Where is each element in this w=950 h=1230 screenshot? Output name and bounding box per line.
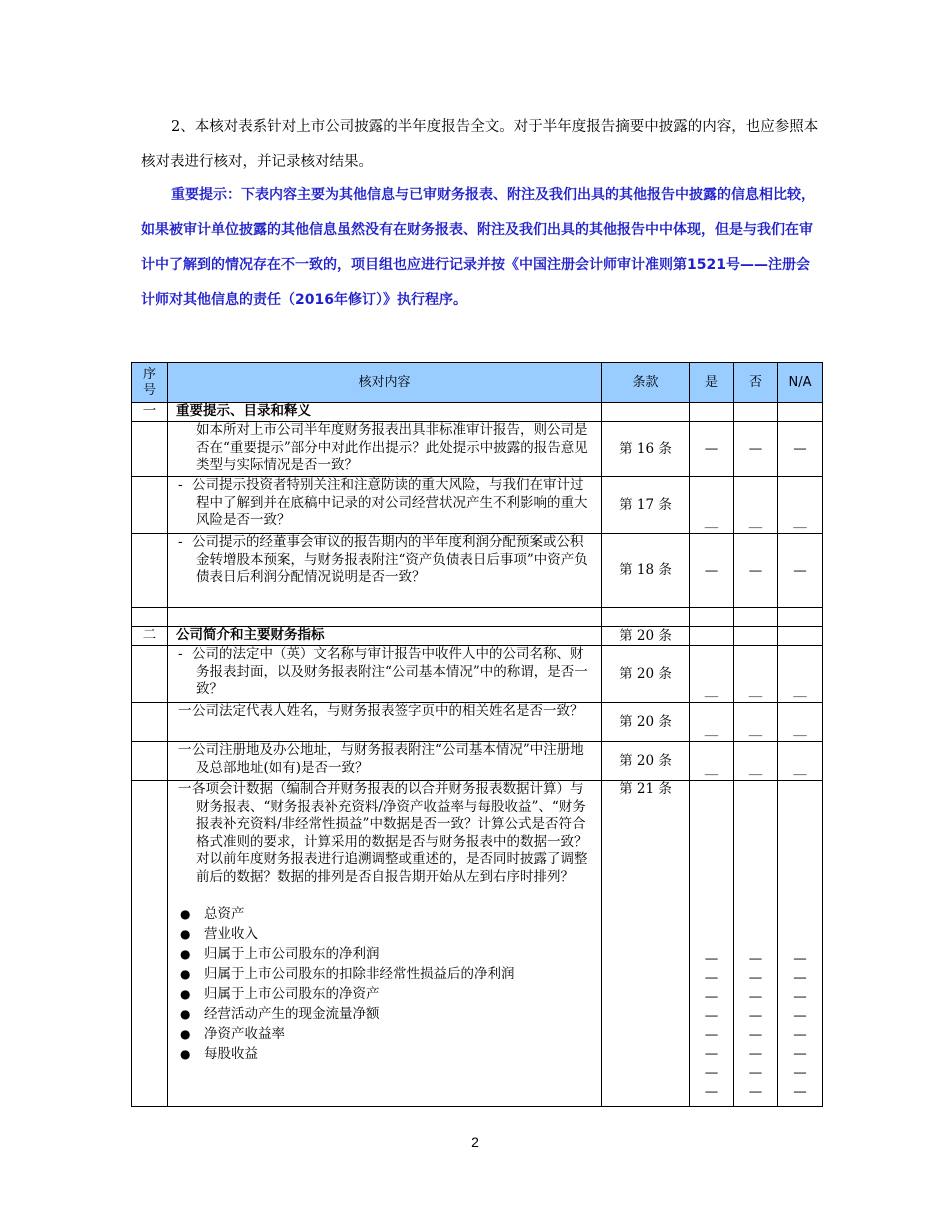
row-clause: 第 17 条: [602, 477, 690, 534]
row-content: [168, 646, 602, 703]
header-na: N/A: [778, 363, 823, 403]
section-title: 公司简介和主要财务指标: [168, 627, 602, 646]
na-cell[interactable]: [778, 477, 823, 534]
section-number: 一: [132, 403, 168, 422]
na-cell[interactable]: —: [778, 534, 823, 608]
no-cell[interactable]: —: [734, 422, 778, 477]
row-text: 公司注册地及办公地址，与财务报表附注“公司基本情况”中注册地及总部地址(如有)是否一致？: [192, 742, 584, 776]
row-marker: -: [178, 646, 183, 662]
table-row: [132, 646, 823, 703]
list-item: ● 总资产: [174, 904, 593, 924]
header-no-col: 否: [734, 363, 778, 403]
list-item: ● 净资产收益率: [174, 1024, 593, 1044]
table-header-row: [132, 363, 823, 403]
na-blank: __: [793, 513, 807, 529]
header-yes: 是: [690, 363, 734, 403]
table-row: [132, 422, 823, 477]
yes-cell[interactable]: — — — — — — — —: [690, 781, 734, 1107]
na-cell[interactable]: __: [778, 646, 823, 703]
yes-cell[interactable]: —: [690, 534, 734, 608]
row-content: [168, 703, 602, 742]
yes-cell[interactable]: [690, 477, 734, 534]
row-marker: 一: [178, 703, 192, 719]
row-content: [168, 742, 602, 781]
row-marker: 一: [178, 781, 192, 797]
na-cell[interactable]: __: [778, 703, 823, 742]
list-item: ● 归属于上市公司股东的净资产: [174, 984, 593, 1004]
row-clause: 第 20 条: [602, 646, 690, 703]
row-clause: 第 21 条: [602, 781, 690, 1107]
header-clause: 条款: [602, 363, 690, 403]
row-text: 公司法定代表人姓名，与财务报表签字页中的相关姓名是否一致？: [192, 703, 584, 719]
table-row: [132, 534, 823, 608]
row-content: [168, 477, 602, 534]
row-content: [168, 534, 602, 608]
row-text: 公司的法定中（英）文名称与审计报告中收件人中的公司名称、财务报表封面，以及财务报表附注“公司基本情况”中的称谓，是否一致？: [192, 646, 588, 697]
na-cell[interactable]: __: [778, 742, 823, 781]
row-clause: 第 18 条: [602, 534, 690, 608]
na-cell[interactable]: — — — — — — — —: [778, 781, 823, 1107]
header-no-label: 序号: [142, 366, 156, 398]
indicator-list: [174, 904, 593, 1064]
header-content: 核对内容: [168, 363, 602, 403]
yes-cell[interactable]: —: [690, 422, 734, 477]
row-text: 如本所对上市公司半年度财务报表出具非标准审计报告，则公司是否在“重要提示”部分中对此作出提示？此处提示中披露的报告意见类型与实际情况是否一致？: [196, 422, 588, 473]
section-row: [132, 403, 823, 422]
row-marker: -: [178, 534, 183, 550]
row-text: 公司提示投资者特别关注和注意防读的重大风险，与我们在审计过程中了解到并在底稿中记录的对公司经营状况产生不利影响的重大风险是否一致？: [192, 477, 588, 528]
row-clause: 第 20 条: [602, 703, 690, 742]
section-clause: 第 20 条: [602, 627, 690, 646]
header-no: [132, 363, 168, 403]
list-item: ● 归属于上市公司股东的扣除非经常性损益后的净利润: [174, 964, 593, 984]
list-item: ● 经营活动产生的现金流量净额: [174, 1004, 593, 1024]
spacer-row: [132, 608, 823, 627]
table-row: [132, 781, 823, 1107]
row-marker: -: [178, 477, 183, 493]
no-cell[interactable]: [734, 477, 778, 534]
no-cell[interactable]: __: [734, 646, 778, 703]
list-item: ● 营业收入: [174, 924, 593, 944]
yes-cell[interactable]: __: [690, 742, 734, 781]
row-text: 公司提示的经董事会审议的报告期内的半年度利润分配预案或公积金转增股本预案，与财务报表附注“资产负债表日后事项”中资产负债表日后利润分配情况说明是否一致？: [192, 534, 588, 585]
table-row: [132, 703, 823, 742]
section-title: 重要提示、目录和释义: [168, 403, 602, 422]
page-number: 2: [471, 1134, 479, 1150]
row-text: 各项会计数据（编制合并财务报表的以合并财务报表数据计算）与财务报表、“财务报表补充资料/净资产收益率与每股收益”、“财务报表补充资料/非经常性损益”中数据是否一致？计算公式是否符合格式准则的要求，计算采用的数据是否与财务报表中的数据一致？对以前年度财务报表进行追溯调整或重述的，是否同时披露了调整前后的数据？数据的排列是否自报告期开始从左到右序时排列？: [192, 781, 588, 885]
no-blank: __: [748, 513, 763, 529]
intro-note: 2、本核对表系针对上市公司披露的半年度报告全文。对于半年度报告摘要中披露的内容，也应参照本核对表进行核对，并记录核对结果。: [141, 119, 819, 170]
na-cell[interactable]: —: [778, 422, 823, 477]
list-item: ● 每股收益: [174, 1044, 593, 1064]
row-content: [168, 422, 602, 477]
row-clause: 第 16 条: [602, 422, 690, 477]
no-cell[interactable]: __: [734, 703, 778, 742]
table-row: [132, 742, 823, 781]
important-note: 重要提示：下表内容主要为其他信息与已审财务报表、附注及我们出具的其他报告中披露的信息相比较，如果被审计单位披露的其他信息虽然没有在财务报表、附注及我们出具的其他报告中中体现，但是与我们在审计中了解到的情况存在不一致的，项目组也应进行记录并按《中国注册会计师审计准则第1521号——注册会计师对其他信息的责任（2016年修订）》执行程序。: [141, 187, 815, 308]
yes-cell[interactable]: __: [690, 646, 734, 703]
list-item: ● 归属于上市公司股东的净利润: [174, 944, 593, 964]
yes-cell[interactable]: __: [690, 703, 734, 742]
section-number: 二: [132, 627, 168, 646]
row-clause: 第 20 条: [602, 742, 690, 781]
yes-blank: __: [704, 513, 719, 529]
row-content: [168, 781, 602, 1107]
section-row: [132, 627, 823, 646]
table-row: [132, 477, 823, 534]
checklist-table: [131, 362, 823, 1107]
no-cell[interactable]: — — — — — — — —: [734, 781, 778, 1107]
no-cell[interactable]: __: [734, 742, 778, 781]
row-marker: 一: [178, 742, 192, 758]
no-cell[interactable]: —: [734, 534, 778, 608]
